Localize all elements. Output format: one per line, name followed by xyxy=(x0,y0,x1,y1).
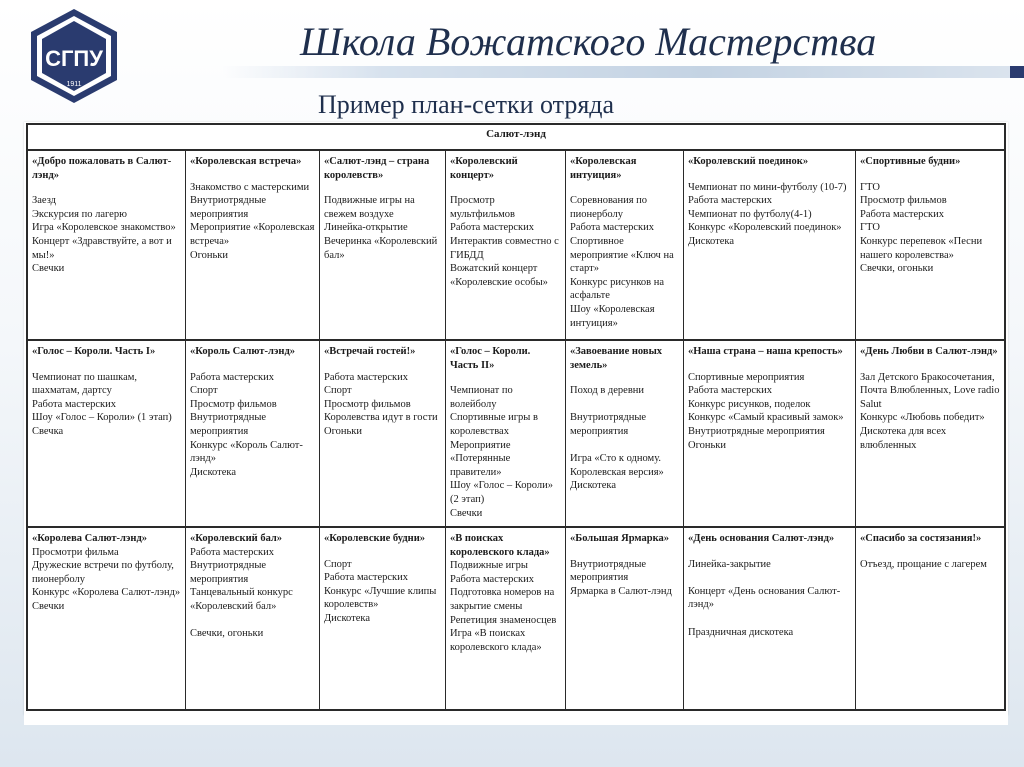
table-cell xyxy=(566,341,684,528)
table-cell xyxy=(446,151,566,341)
cell-activities: Просмотри фильма Дружеские встречи по футболу, пионерболу Конкурс «Королева Салют-лэнд» Свечки xyxy=(32,546,181,612)
table-cell xyxy=(566,151,684,341)
cell-day-title: «Королева Салют-лэнд» xyxy=(32,533,148,544)
logo-text: СГПУ xyxy=(45,46,103,71)
table-cell xyxy=(856,151,1004,341)
table-cell xyxy=(186,528,320,709)
cell-day-title: «Королевская интуиция» xyxy=(570,156,637,181)
cell-activities: Зал Детского Бракосочетания, Почта Влюбленных, Love radio Salut Конкурс «Любовь победит» Дискотека для всех влюбленных xyxy=(860,371,1000,451)
table-cell xyxy=(446,528,566,709)
table-cell xyxy=(856,528,1004,709)
logo-emblem xyxy=(24,6,124,106)
sheet-bottom-margin xyxy=(24,715,1008,725)
cell-day-title: «Большая Ярмарка» xyxy=(570,533,669,544)
cell-day-title: «Салют-лэнд – страна королевств» xyxy=(324,156,430,181)
cell-activities: Поход в деревни Внутриотрядные мероприятия Игра «Сто к одному. Королевская версия» Дискотека xyxy=(570,385,664,492)
cell-day-title: «Королевский бал» xyxy=(190,533,283,544)
cell-activities: Работа мастерских Внутриотрядные мероприятия Танцевальный конкурс «Королевский бал» Свечки, огоньки xyxy=(190,546,293,640)
table-cell xyxy=(186,341,320,528)
cell-activities: Чемпионат по шашкам, шахматам, дартсу Работа мастерских Шоу «Голос – Короли» (1 этап) Свечка xyxy=(32,371,172,437)
schedule-table xyxy=(26,123,1006,711)
cell-activities: Подвижные игры на свежем воздухе Линейка-открытие Вечеринка «Королевский бал» xyxy=(324,195,438,261)
cell-activities: Спорт Работа мастерских Конкурс «Лучшие клипы королевств» Дискотека xyxy=(324,558,437,624)
cell-day-title: «Королевские будни» xyxy=(324,533,426,544)
cell-activities: Чемпионат по волейболу Спортивные игры в королевствах Мероприятие «Потерянные правители» Шоу «Голос – Короли» (2 этап) Свечки xyxy=(450,385,553,519)
cell-activities: Заезд Экскурсия по лагерю Игра «Королевское знакомство» Концерт «Здравствуйте, а вот и мы!» Свечки xyxy=(32,195,176,275)
cell-day-title: «Королевский концерт» xyxy=(450,156,518,181)
cell-activities: Знакомство с мастерскими Внутриотрядные мероприятия Мероприятие «Королевская встреча» Огоньки xyxy=(190,181,315,261)
table-cell xyxy=(320,151,446,341)
cell-day-title: «Спортивные будни» xyxy=(860,156,961,167)
cell-day-title: «Королевская встреча» xyxy=(190,156,302,167)
cell-activities: ГТО Просмотр фильмов Работа мастерских ГТО Конкурс перепевок «Песни нашего королевства» Свечки, огоньки xyxy=(860,181,983,275)
university-logo xyxy=(24,6,124,106)
cell-day-title: «Голос – Короли. Часть I» xyxy=(32,346,156,357)
table-cell xyxy=(28,528,186,709)
cell-activities: Линейка-закрытие Концерт «День основания Салют-лэнд» Праздничная дискотека xyxy=(688,558,841,638)
table-cell xyxy=(320,341,446,528)
table-cell xyxy=(446,341,566,528)
table-cell xyxy=(28,151,186,341)
cell-activities: Работа мастерских Спорт Просмотр фильмов Королевства идут в гости Огоньки xyxy=(324,371,438,437)
table-caption: Салют-лэнд xyxy=(28,125,1004,151)
cell-activities: Работа мастерских Спорт Просмотр фильмов Внутриотрядные мероприятия Конкурс «Король Салют-лэнд» Дискотека xyxy=(190,371,303,478)
table-cell xyxy=(186,151,320,341)
cell-day-title: «День Любви в Салют-лэнд» xyxy=(860,346,998,357)
cell-day-title: «Встречай гостей!» xyxy=(324,346,416,357)
cell-activities: Отъезд, прощание с лагерем xyxy=(860,558,987,570)
title-underline xyxy=(222,66,1024,78)
cell-day-title: «Голос – Короли. Часть II» xyxy=(450,346,531,371)
table-cell xyxy=(566,528,684,709)
cell-day-title: «В поисках королевского клада» xyxy=(450,533,550,558)
slide-subtitle: Пример план-сетки отряда xyxy=(318,90,615,119)
table-cell xyxy=(684,151,856,341)
table-cell xyxy=(684,528,856,709)
cell-day-title: «Завоевание новых земель» xyxy=(570,346,663,371)
title-underline-accent xyxy=(1010,66,1024,78)
table-cell xyxy=(856,341,1004,528)
table-cell xyxy=(320,528,446,709)
cell-activities: Внутриотрядные мероприятия Ярмарка в Салют-лэнд xyxy=(570,558,672,597)
cell-activities: Спортивные мероприятия Работа мастерских Конкурс рисунков, поделок Конкурс «Самый красивый замок» Внутриотрядные мероприятия Огоньки xyxy=(688,371,844,451)
cell-activities: Соревнования по пионерболу Работа мастерских Спортивное мероприятие «Ключ на старт» Конкурс рисунков на асфальте Шоу «Королевская интуиция» xyxy=(570,195,674,329)
cell-day-title: «День основания Салют-лэнд» xyxy=(688,533,835,544)
cell-day-title: «Король Салют-лэнд» xyxy=(190,346,296,357)
table-cell xyxy=(28,341,186,528)
cell-activities: Подвижные игры Работа мастерских Подготовка номеров на закрытие смены Репетиция знаменосцев Игра «В поисках королевского клада» xyxy=(450,560,557,653)
logo-year: 1911 xyxy=(66,81,82,88)
table-cell xyxy=(684,341,856,528)
cell-day-title: «Королевский поединок» xyxy=(688,156,809,167)
cell-activities: Чемпионат по мини-футболу (10-7) Работа мастерских Чемпионат по футболу(4-1) Конкурс «Королевский поединок» Дискотека xyxy=(688,181,847,247)
cell-day-title: «Спасибо за состязания!» xyxy=(860,533,982,544)
cell-day-title: «Добро пожаловать в Салют-лэнд» xyxy=(32,156,172,181)
cell-activities: Просмотр мультфильмов Работа мастерских Интерактив совместно с ГИБДД Вожатский концерт «Королевские особы» xyxy=(450,195,559,288)
cell-day-title: «Наша страна – наша крепость» xyxy=(688,346,843,357)
slide-title: Школа Вожатского Мастерства xyxy=(300,19,877,64)
